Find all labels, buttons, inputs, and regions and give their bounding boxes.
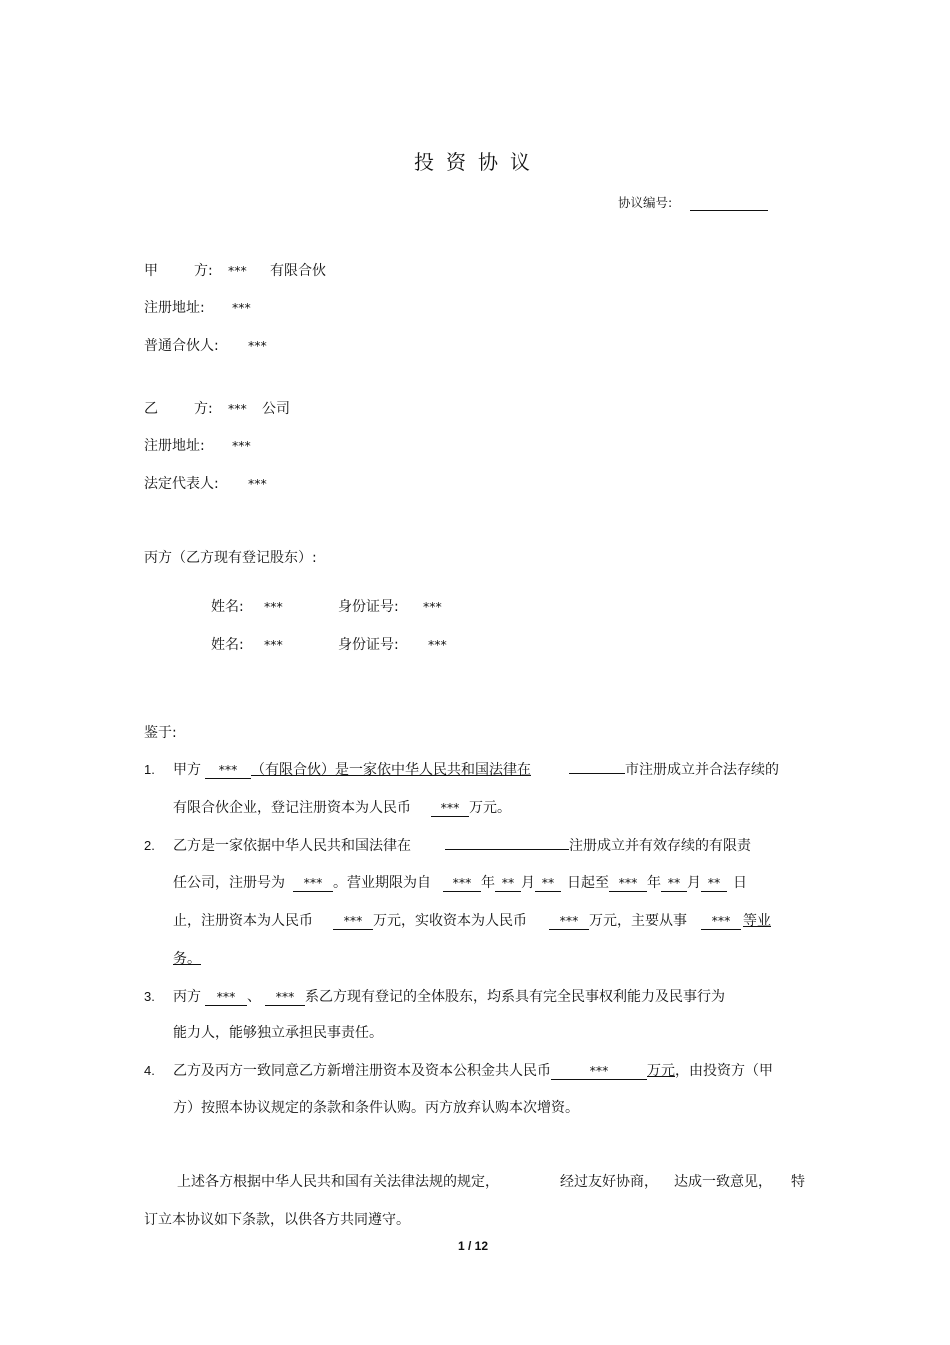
- recital-2-reg-text: 任公司，注册号为: [173, 875, 285, 891]
- party-a-address-value: ***: [232, 300, 251, 315]
- recital-1-line-2: [173, 799, 511, 817]
- agreement-number-blank: [690, 210, 768, 211]
- closing-segment-1: 上述各方根据中华人民共和国有关法律法规的规定，: [177, 1174, 499, 1190]
- recital-2-line-2: [173, 874, 747, 892]
- recital-2-term-text: 。营业期限为自: [333, 875, 431, 891]
- party-b-name-suffix: 公司: [262, 401, 290, 417]
- recital-4-number: 4.: [144, 1063, 155, 1078]
- recital-1-text-a: 甲方: [173, 762, 201, 778]
- recital-2-end-day: **: [701, 875, 727, 892]
- recital-1-text-c: 市注册成立并合法存续的: [625, 762, 779, 778]
- party-a-name-mask: ***: [228, 263, 247, 278]
- recital-1-number: 1.: [144, 762, 155, 777]
- document-title: 投资协议: [414, 150, 542, 174]
- recital-2-place-blank: [445, 849, 569, 850]
- party-a-partner-value: ***: [248, 338, 267, 353]
- recital-2-paid-capital-mask: ***: [549, 913, 589, 930]
- page-number: 1 / 12: [458, 1239, 489, 1253]
- recital-1-capital-text: 有限合伙企业，登记注册资本为人民币: [173, 800, 411, 816]
- shareholder-2-name-value: ***: [264, 637, 283, 652]
- recital-1-mask: ***: [205, 762, 251, 779]
- recital-2-month-1: 月: [521, 875, 535, 891]
- shareholder-2-id-value: ***: [428, 637, 447, 652]
- recital-2-capital-text: 止，注册资本为人民币: [173, 913, 313, 929]
- recital-2-start-month: **: [495, 875, 521, 892]
- recital-1-city-blank: [569, 773, 625, 774]
- recital-3-mask-2: ***: [265, 989, 305, 1006]
- party-a-label-2: 方:: [194, 263, 213, 279]
- party-a-label-1: 甲: [144, 263, 158, 279]
- closing-segment-2: 经过友好协商，: [560, 1174, 658, 1190]
- recital-2-end-year: ***: [609, 875, 647, 892]
- recital-2-paid-text: 万元，实收资本为人民币: [373, 913, 527, 929]
- party-b-name-mask: ***: [228, 401, 247, 416]
- party-b-label-2: 方:: [194, 401, 213, 417]
- shareholder-2-id-label: 身份证号:: [338, 637, 399, 653]
- party-b-address-label: 注册地址:: [144, 438, 205, 454]
- shareholder-2-name-label: 姓名:: [211, 637, 244, 653]
- recital-3-mask-1: ***: [205, 989, 247, 1006]
- shareholder-1-id-value: ***: [423, 599, 442, 614]
- recital-2-year-2: 年: [647, 875, 661, 891]
- party-a-address-label: 注册地址:: [144, 300, 205, 316]
- recital-2-business-mask: ***: [701, 913, 741, 930]
- closing-segment-4: 特: [791, 1174, 805, 1190]
- party-a-name-suffix: 有限合伙: [270, 263, 326, 279]
- recital-2-year-1: 年: [481, 875, 495, 891]
- recital-4-text-b: ，由投资方（甲: [675, 1063, 773, 1079]
- recital-1-capital-unit: 万元。: [469, 800, 511, 816]
- recital-2-text-b: 注册成立并有效存续的有限责: [569, 838, 751, 854]
- recital-2-start-year: ***: [443, 875, 481, 892]
- shareholder-1-name-value: ***: [264, 599, 283, 614]
- recital-1-capital-mask: ***: [431, 800, 469, 817]
- recital-2-etc-text: 等业: [743, 913, 771, 929]
- shareholder-1-id-label: 身份证号:: [338, 599, 399, 615]
- recital-2-text-a: 乙方是一家依据中华人民共和国法律在: [173, 838, 411, 854]
- recital-2-line-3: [173, 912, 771, 930]
- recital-2-business-text: 万元，主要从事: [589, 913, 687, 929]
- recital-4-amount-mask: ***: [551, 1063, 647, 1080]
- recital-1-line-1: [173, 761, 779, 779]
- recital-2-number: 2.: [144, 838, 155, 853]
- recital-2-reg-mask: ***: [293, 875, 333, 892]
- recital-2-end-month: **: [661, 875, 687, 892]
- recital-2-line-1: [173, 837, 751, 855]
- recital-3-line-2: 能力人，能够独立承担民事责任。: [173, 1025, 383, 1041]
- party-a-partner-label: 普通合伙人:: [144, 338, 219, 354]
- party-b-address-value: ***: [232, 438, 251, 453]
- recital-3-text-b: 系乙方现有登记的全体股东，均系具有完全民事权利能力及民事行为: [305, 989, 725, 1005]
- party-b-rep-value: ***: [248, 476, 267, 491]
- party-b-label-1: 乙: [144, 401, 158, 417]
- recital-2-line-4: 务。: [173, 951, 201, 967]
- recital-4-unit: 万元: [647, 1063, 675, 1079]
- recital-2-day-2: 日: [733, 875, 747, 891]
- recital-3-number: 3.: [144, 989, 155, 1004]
- recitals-heading: 鉴于:: [144, 725, 177, 741]
- recital-4-text-a: 乙方及丙方一致同意乙方新增注册资本及资本公积金共人民币: [173, 1063, 551, 1079]
- party-b-rep-label: 法定代表人:: [144, 476, 219, 492]
- closing-segment-3: 达成一致意见，: [674, 1174, 772, 1190]
- recital-2-until-text: 日起至: [567, 875, 609, 891]
- recital-3-text-a: 丙方: [173, 989, 201, 1005]
- recital-3-line-1: [173, 988, 725, 1006]
- recital-2-month-2: 月: [687, 875, 701, 891]
- recital-4-line-2: 方）按照本协议规定的条款和条件认购。丙方放弃认购本次增资。: [173, 1100, 579, 1116]
- recital-2-reg-capital-mask: ***: [333, 913, 373, 930]
- closing-line-2: 订立本协议如下条款，以供各方共同遵守。: [144, 1212, 410, 1228]
- recital-2-start-day: **: [535, 875, 561, 892]
- recital-4-line-1: [173, 1062, 773, 1080]
- shareholder-1-name-label: 姓名:: [211, 599, 244, 615]
- agreement-number-label: 协议编号:: [618, 195, 673, 210]
- recital-1-text-b: （有限合伙）是一家依中华人民共和国法律在: [251, 762, 531, 778]
- recital-3-separator: 、: [247, 989, 261, 1005]
- party-c-heading: 丙方（乙方现有登记股东）:: [144, 550, 317, 566]
